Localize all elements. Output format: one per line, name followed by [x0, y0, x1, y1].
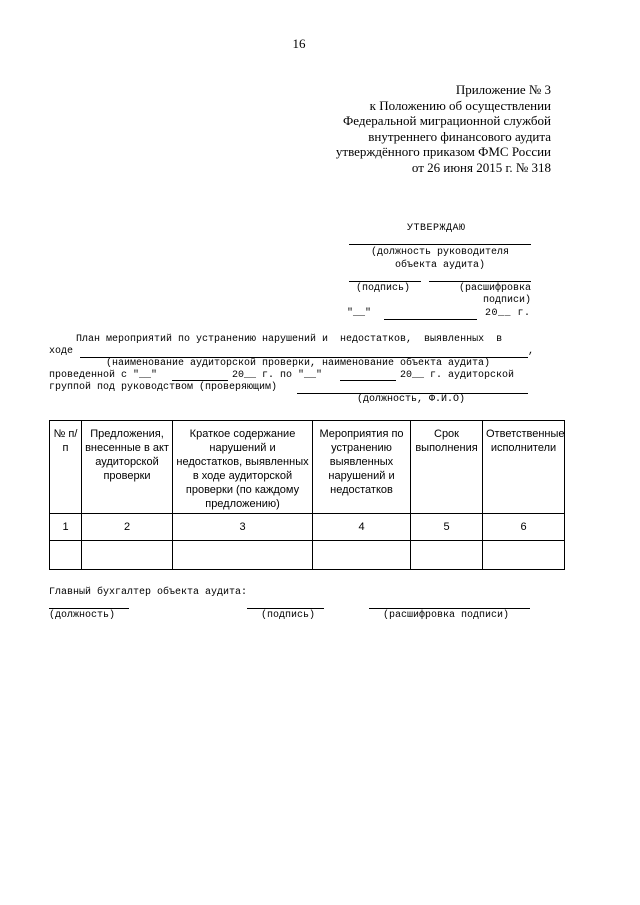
column-number-cell: 2	[82, 514, 173, 541]
approval-signature-caption: (подпись)	[356, 283, 411, 294]
column-number-cell: 6	[483, 514, 565, 541]
decoding-line	[429, 281, 531, 282]
signature-line	[349, 281, 421, 282]
approval-date-day: "__"	[347, 308, 372, 319]
approval-decoding-line-1: (расшифровка	[458, 283, 531, 294]
approval-date-month-line	[384, 319, 477, 320]
header-proposals: Предложения, внесенные в акт аудиторской проверки	[82, 421, 173, 514]
appendix-line-5: утверждённого приказом ФМС России	[335, 144, 551, 159]
table-row	[50, 541, 565, 570]
table-cell[interactable]	[313, 541, 411, 570]
table-cell[interactable]	[82, 541, 173, 570]
intro-line-1: План мероприятий по устранению нарушений и недостатков, выявленных в	[76, 334, 503, 345]
footer-decoding-caption: (расшифровка подписи)	[383, 610, 510, 621]
appendix-line-2: к Положению об осуществлении	[369, 97, 551, 113]
footer-signature-caption: (подпись)	[261, 610, 316, 621]
intro-line-2-label: ходе	[49, 346, 74, 357]
intro-line-2-end: ,	[528, 346, 535, 357]
intro-line-3: (наименование аудиторской проверки, наименование объекта аудита)	[106, 358, 491, 369]
table-cell[interactable]	[483, 541, 565, 570]
appendix-line-4: внутреннего финансового аудита	[368, 128, 551, 144]
approval-position-line-2: объекта аудита)	[394, 260, 485, 271]
table-cell[interactable]	[50, 541, 82, 570]
footer-signature-line	[247, 608, 324, 609]
appendix-line-3: Федеральной миграционной службой	[342, 113, 551, 128]
position-line	[349, 244, 531, 245]
to-date-line	[340, 380, 396, 381]
approval-decoding-line-2: подписи)	[482, 295, 531, 306]
header-deadline: Срок выполнения	[411, 421, 483, 514]
intro-line-6: (должность, Ф.И.О)	[357, 394, 466, 405]
intro-line-4c: 20__ г. аудиторской	[400, 370, 515, 381]
column-number-cell: 1	[50, 514, 82, 541]
approval-decoding-caption	[429, 283, 531, 307]
approval-date-year: 20__ г.	[485, 308, 531, 319]
header-responsible: Ответственные исполнители	[483, 421, 565, 514]
approval-position-caption	[349, 246, 531, 272]
from-date-line	[172, 380, 228, 381]
intro-line-4b: 20__ г. по "__"	[232, 370, 323, 381]
table-cell[interactable]	[411, 541, 483, 570]
column-number-cell: 3	[173, 514, 313, 541]
intro-line-5: группой под руководством (проверяющим)	[49, 382, 278, 393]
appendix-block	[336, 82, 551, 175]
table-number-row	[50, 514, 565, 541]
table-cell[interactable]	[173, 541, 313, 570]
footer-position-caption: (должность)	[49, 610, 116, 621]
column-number-cell: 4	[313, 514, 411, 541]
page-number: 16	[292, 36, 306, 51]
appendix-line-6: от 26 июня 2015 г. № 318	[411, 159, 551, 175]
chief-accountant-label: Главный бухгалтер объекта аудита:	[49, 587, 248, 598]
footer-position-line	[49, 608, 129, 609]
approval-title: УТВЕРЖДАЮ	[407, 223, 466, 234]
table-header-row	[50, 421, 565, 514]
intro-line-4a: проведенной с "__"	[49, 370, 158, 381]
plan-table	[49, 420, 565, 570]
footer-decoding-line	[369, 608, 530, 609]
header-number: № п/п	[50, 421, 82, 514]
approval-position-line-1: (должность руководителя	[370, 247, 510, 258]
header-measures: Мероприятия по устранению выявленных нарушений и недостатков	[313, 421, 411, 514]
appendix-line-1: Приложение № 3	[455, 82, 551, 97]
header-violations-summary: Краткое содержание нарушений и недостатков, выявленных в ходе аудиторской проверки (по каждому предложению)	[173, 421, 313, 514]
column-number-cell: 5	[411, 514, 483, 541]
